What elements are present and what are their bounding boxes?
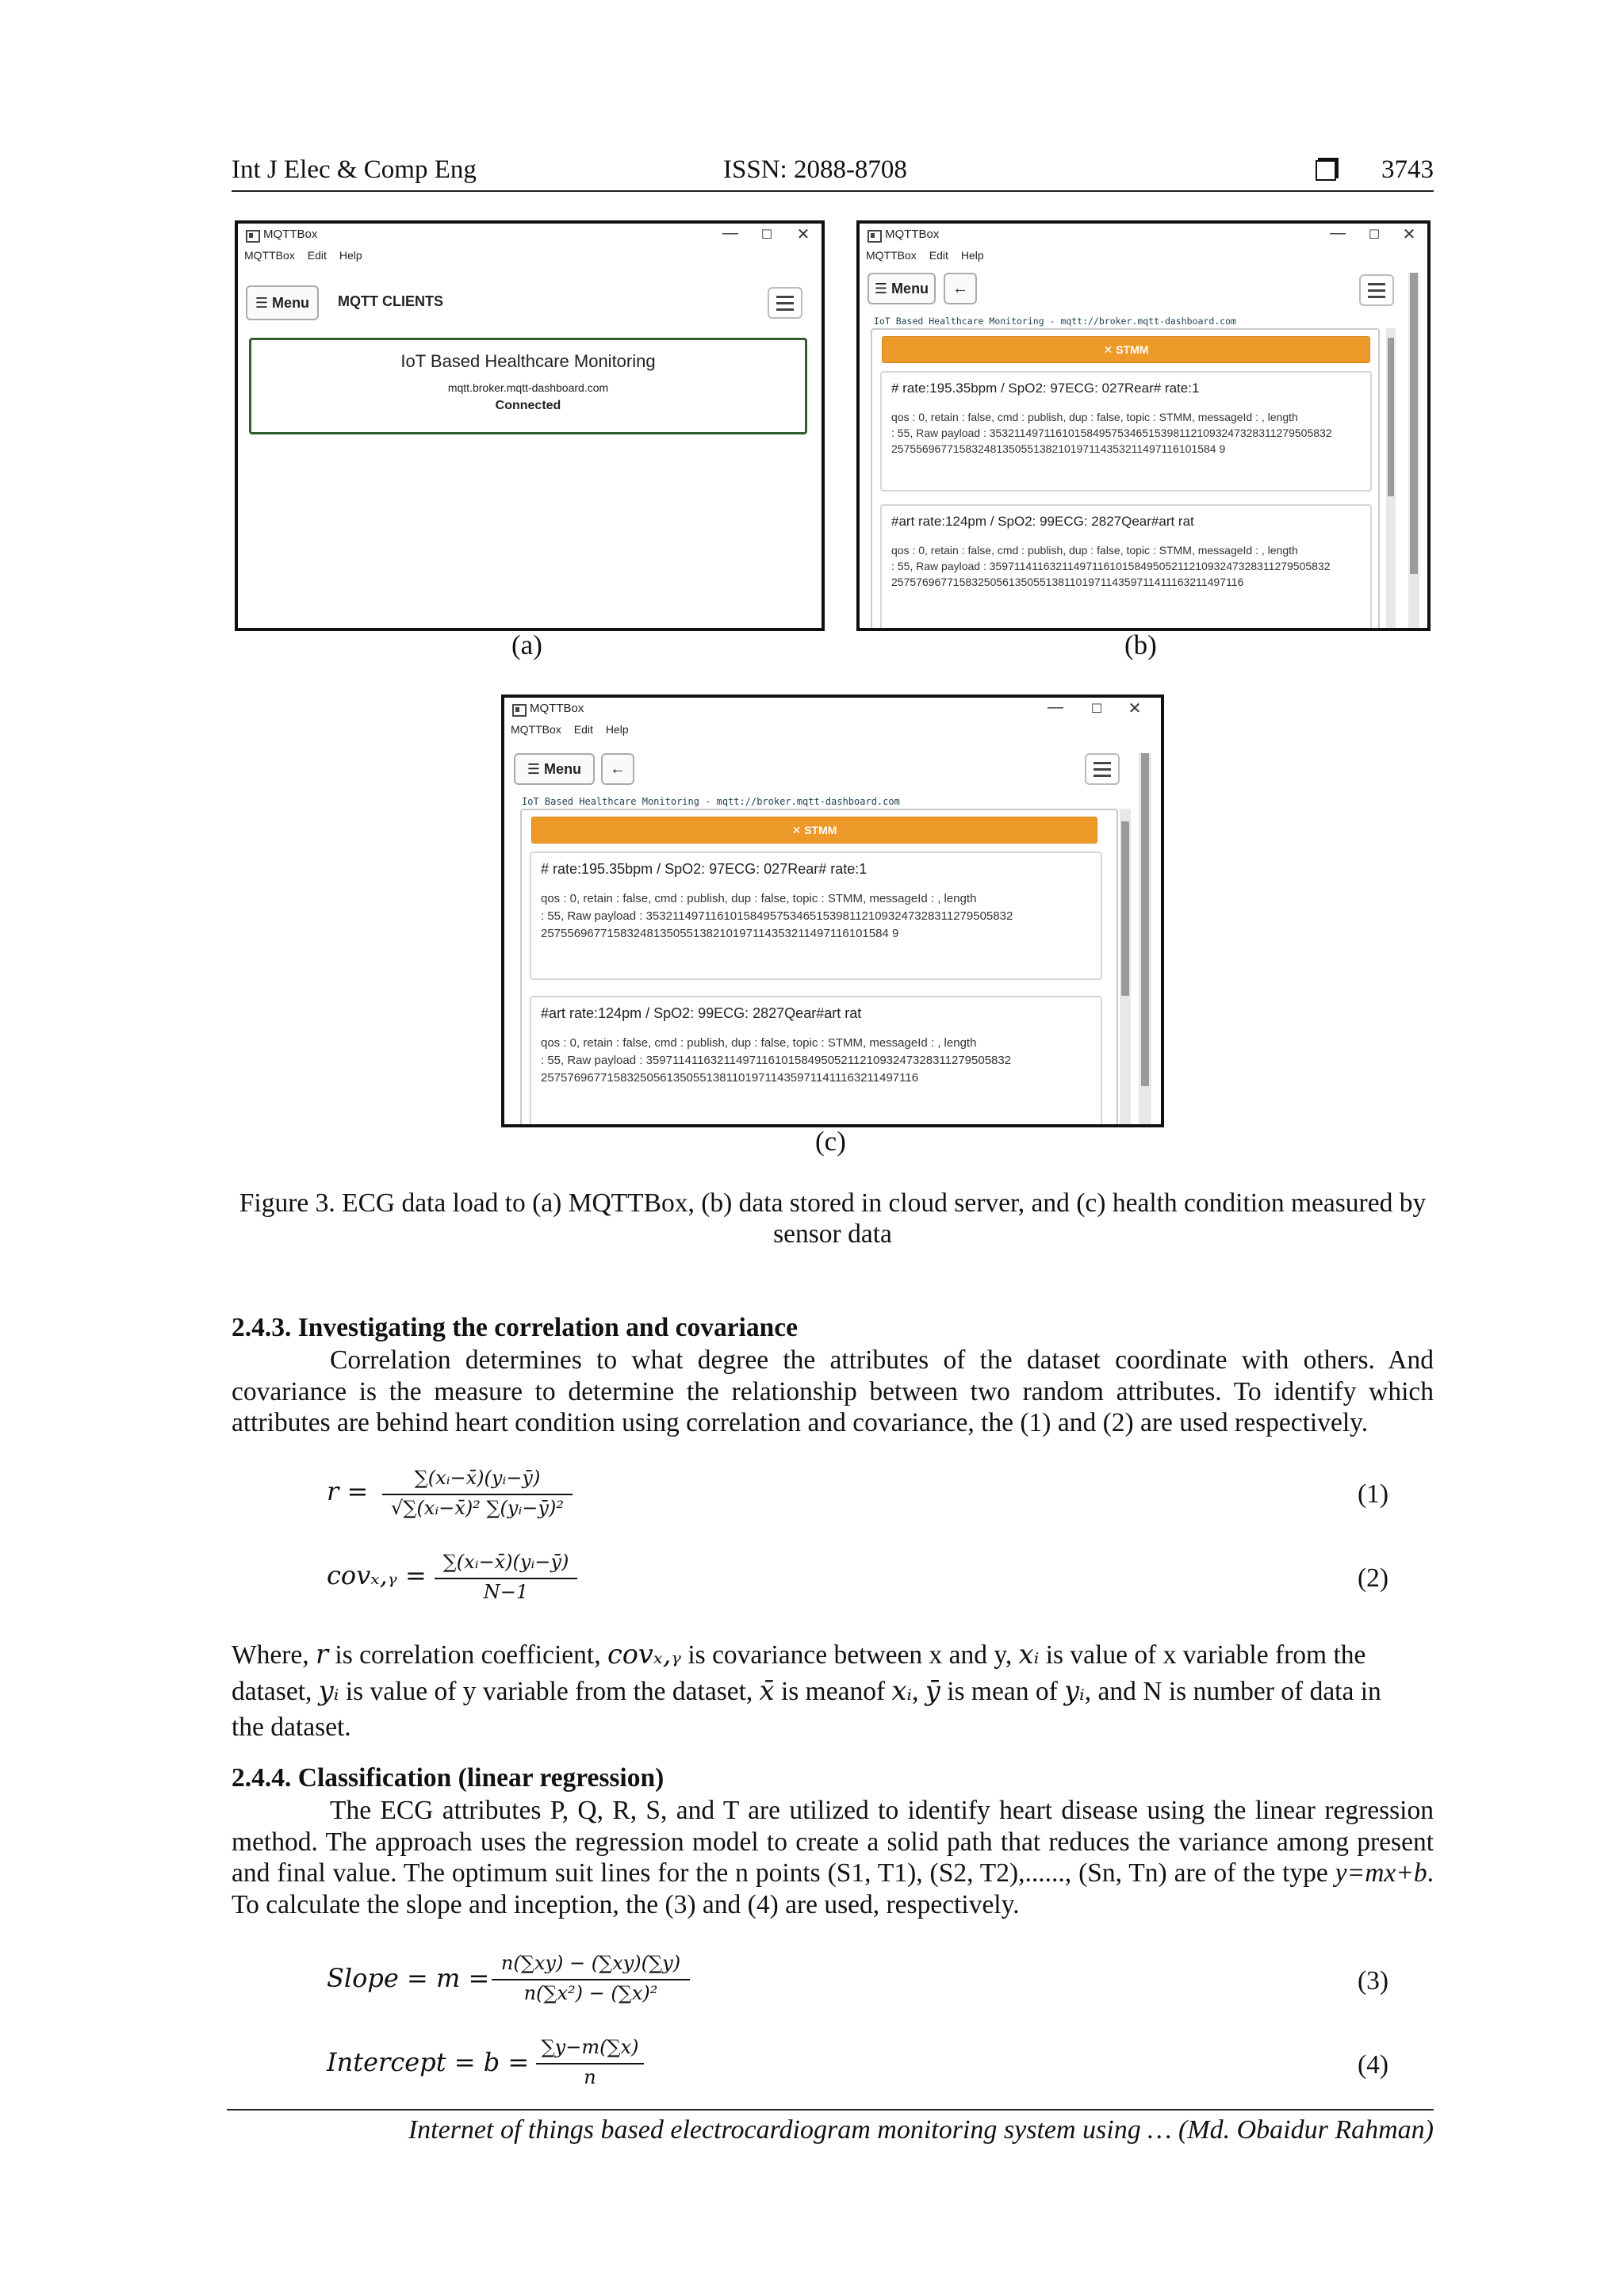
menu-bar [238, 249, 822, 270]
window-title: MQTTBox [263, 228, 318, 241]
maximize-icon[interactable]: ☐ [760, 228, 773, 242]
meta-line: qos : 0, retain : false, cmd : publish, dup : false, topic : STMM, messageId : , length [891, 544, 1298, 557]
math-ybar: ȳ [925, 1675, 940, 1706]
connection-status: Connected [495, 399, 561, 412]
eq2-denominator: N−1 [483, 1581, 529, 1603]
text: , [912, 1677, 925, 1706]
window-scrollbar[interactable] [1139, 753, 1151, 1124]
meta-line: 25755696771583248135055138210197114353211497116101584 9 [541, 927, 899, 940]
math-xi: xᵢ [1018, 1639, 1040, 1670]
eq3-fraction-bar [492, 1979, 690, 1980]
paragraph-regression [232, 1795, 1434, 1920]
message-title: # rate:195.35bpm / SpO2: 97ECG: 027Rear# rate:1 [541, 861, 868, 877]
text: The ECG attributes P, Q, R, S, and T are utilized to identify heart disease using the linear regression method. The approach uses the regression model to create a solid path that reduces the variance among present and final value. The optimum suit lines for the n points (S1, T1), (S2, T2),......, (Sn, Tn) are of the type [232, 1796, 1434, 1888]
broker-address: mqtt.broker.mqtt-dashboard.com [447, 381, 609, 394]
eq3-numerator: n(∑xy) − (∑xy)(∑y) [500, 1952, 681, 1974]
eq1-number: (1) [1358, 1479, 1389, 1509]
app-icon [868, 230, 882, 243]
hamburger-icon[interactable] [1359, 274, 1394, 306]
messages-panel [871, 328, 1380, 629]
menu-mqttbox[interactable]: MQTTBox [866, 249, 917, 262]
menu-help[interactable]: Help [339, 249, 362, 262]
eq4-lhs: Intercept = b = [327, 2047, 530, 2077]
eq2-number: (2) [1358, 1563, 1389, 1593]
app-icon [246, 230, 260, 243]
eq1-numerator: ∑(xᵢ−x̄)(yᵢ−ȳ) [414, 1467, 541, 1489]
menu-help[interactable]: Help [960, 249, 984, 262]
window-titlebar [504, 698, 1161, 723]
caption-b: (b) [1124, 629, 1157, 660]
message-title: # rate:195.35bpm / SpO2: 97ECG: 027Rear# rate:1 [891, 381, 1200, 396]
message-meta [891, 409, 1361, 457]
meta-line: : 55, Raw payload : 35971141163211497116101584950521121093247328311279505832 [891, 560, 1331, 572]
screenshot-c-window [501, 695, 1164, 1127]
text: is covariance between x and y, [680, 1640, 1019, 1670]
eq4-numerator: ∑y−m(∑x) [541, 2036, 639, 2058]
section-title: MQTT CLIENTS [338, 293, 443, 309]
meta-line: qos : 0, retain : false, cmd : publish, dup : false, topic : STMM, messageId : , length [541, 892, 977, 905]
window-title: MQTTBox [530, 702, 584, 715]
mqtt-client-card[interactable] [249, 338, 807, 434]
page-number: 3743 [1381, 155, 1434, 184]
meta-line: 2575769677158325056135055138110197114359711411163211497116 [541, 1071, 919, 1085]
menu-mqttbox[interactable]: MQTTBox [244, 249, 295, 262]
inner-scrollbar[interactable] [1386, 328, 1396, 629]
message-card [880, 371, 1372, 492]
meta-line: 25755696771583248135055138210197114353211497116101584 9 [891, 442, 1226, 455]
message-card [530, 996, 1102, 1127]
math-yi: yᵢ [318, 1675, 339, 1706]
messages-panel [520, 809, 1118, 1126]
menu-edit[interactable]: Edit [307, 249, 327, 262]
text: , and N is number of data in [1084, 1677, 1381, 1706]
menu-help[interactable]: Help [605, 723, 629, 736]
section-heading-2-4-4: 2.4.4. Classification (linear regression) [232, 1763, 665, 1793]
topic-bar[interactable]: ✕ STMM [882, 336, 1370, 363]
close-icon[interactable]: ✕ [796, 226, 810, 243]
menu-edit[interactable]: Edit [573, 723, 593, 736]
text: . To calculate the slope and inception, the (3) and (4) are used, respectively. [232, 1858, 1434, 1919]
eq1-denominator: √∑(xᵢ−x̄)² ∑(yᵢ−ȳ)² [391, 1497, 564, 1519]
text: dataset, [232, 1677, 319, 1706]
figure-caption: Figure 3. ECG data load to (a) MQTTBox, (b) data stored in cloud server, and (c) health condition measured by sensor data [239, 1188, 1427, 1249]
minimize-icon[interactable]: — [722, 224, 738, 242]
inner-scrollbar[interactable] [1120, 809, 1131, 1126]
eq4-denominator: n [584, 2066, 596, 2088]
back-arrow-icon[interactable]: ← [601, 753, 634, 785]
caption-c: (c) [815, 1126, 846, 1157]
minimize-icon[interactable]: — [1048, 698, 1063, 716]
message-meta [541, 1035, 1091, 1087]
text: is correlation coefficient, [328, 1640, 607, 1670]
caption-a: (a) [511, 629, 542, 660]
hamburger-icon[interactable] [1085, 753, 1120, 785]
close-icon[interactable]: ✕ [1402, 226, 1416, 243]
journal-name: Int J Elec & Comp Eng [232, 155, 477, 184]
eq2-numerator: ∑(xᵢ−x̄)(yᵢ−ȳ) [442, 1551, 569, 1573]
menu-button[interactable]: ☰ Menu [514, 753, 595, 785]
menu-button[interactable]: ☰ Menu [868, 273, 936, 304]
message-card [880, 504, 1372, 631]
window-titlebar [238, 224, 822, 249]
eq2-lhs: covₓ,ᵧ = [327, 1560, 427, 1590]
menu-bar [504, 723, 1161, 744]
screenshot-a-window [235, 220, 825, 631]
eq1-lhs: r = [327, 1476, 369, 1506]
close-icon[interactable]: ✕ [1128, 700, 1142, 718]
message-title: #art rate:124pm / SpO2: 99ECG: 2827Qear#art rat [891, 514, 1194, 529]
math-cov: covₓ,ᵧ [607, 1639, 681, 1670]
math-yi: yᵢ [1064, 1675, 1085, 1706]
text: the dataset. [232, 1712, 351, 1742]
menu-bar [860, 249, 1427, 270]
screenshot-b-window [856, 220, 1431, 631]
meta-line: qos : 0, retain : false, cmd : publish, dup : false, topic : STMM, messageId : , length [541, 1036, 977, 1050]
menu-button[interactable]: ☰ Menu [246, 285, 319, 320]
issn: ISSN: 2088-8708 [723, 155, 907, 184]
math-xbar: x̄ [759, 1675, 775, 1706]
window-scrollbar[interactable] [1408, 273, 1419, 629]
menu-edit[interactable]: Edit [929, 249, 948, 262]
minimize-icon[interactable]: — [1330, 224, 1346, 242]
text: is value of x variable from the [1039, 1640, 1366, 1670]
math-r: r [316, 1639, 329, 1670]
eq3-lhs: Slope = m = [327, 1963, 490, 1993]
eq1-fraction-bar [382, 1494, 573, 1495]
meta-line: qos : 0, retain : false, cmd : publish, dup : false, topic : STMM, messageId : , length [891, 411, 1298, 423]
eq3-number: (3) [1358, 1966, 1389, 1996]
square-bullet-icon [1316, 160, 1336, 181]
eq2-fraction-bar [435, 1578, 577, 1579]
message-title: #art rate:124pm / SpO2: 99ECG: 2827Qear#art rat [541, 1005, 862, 1021]
window-title: MQTTBox [885, 228, 940, 241]
text: is mean of [940, 1677, 1065, 1706]
message-meta [891, 542, 1361, 590]
paragraph-correlation: Correlation determines to what degree the attributes of the dataset coordinate with others. And covariance is the measure to determine the relationship between two random attributes. To identify which attributes are behind heart condition using correlation and covariance, the (1) and (2) are used respectively. [232, 1345, 1434, 1437]
running-header [232, 154, 1434, 192]
hamburger-icon[interactable] [768, 287, 802, 319]
topic-bar[interactable]: ✕ STMM [531, 817, 1097, 844]
paragraph-where [232, 1636, 1434, 1745]
eq4-number: (4) [1358, 2050, 1389, 2080]
meta-line: : 55, Raw payload : 35321149711610158495753465153981121093247328311279505832 [541, 909, 1013, 923]
text: is value of y variable from the dataset, [339, 1677, 760, 1706]
message-meta [541, 890, 1091, 943]
eq3-denominator: n(∑x²) − (∑x)² [523, 1982, 658, 2004]
window-titlebar [860, 224, 1427, 249]
meta-line: : 55, Raw payload : 35971141163211497116101584950521121093247328311279505832 [541, 1054, 1012, 1067]
section-heading-2-4-3: 2.4.3. Investigating the correlation and covariance [232, 1313, 798, 1342]
running-footer [227, 2109, 1434, 2145]
math-xi: xᵢ [891, 1675, 913, 1706]
message-card [530, 851, 1102, 980]
eq4-fraction-bar [536, 2063, 644, 2064]
footer-text: Internet of things based electrocardiogram monitoring system using … (Md. Obaidur Rahman) [408, 2115, 1434, 2145]
back-arrow-icon[interactable]: ← [944, 273, 977, 304]
app-icon [512, 704, 527, 717]
connection-url: IoT Based Healthcare Monitoring - mqtt://broker.mqtt-dashboard.com [874, 316, 1236, 327]
inline-formula: y=mx+b [1335, 1858, 1427, 1888]
meta-line: : 55, Raw payload : 35321149711610158495753465153981121093247328311279505832 [891, 427, 1332, 439]
text: Where, [232, 1640, 316, 1670]
maximize-icon[interactable]: ☐ [1090, 702, 1103, 716]
maximize-icon[interactable]: ☐ [1368, 228, 1381, 242]
client-name: IoT Based Healthcare Monitoring [400, 351, 656, 371]
menu-mqttbox[interactable]: MQTTBox [511, 723, 561, 736]
meta-line: 2575769677158325056135055138110197114359711411163211497116 [891, 576, 1244, 588]
text: is meanof [774, 1677, 892, 1706]
connection-url: IoT Based Healthcare Monitoring - mqtt://broker.mqtt-dashboard.com [522, 796, 900, 807]
